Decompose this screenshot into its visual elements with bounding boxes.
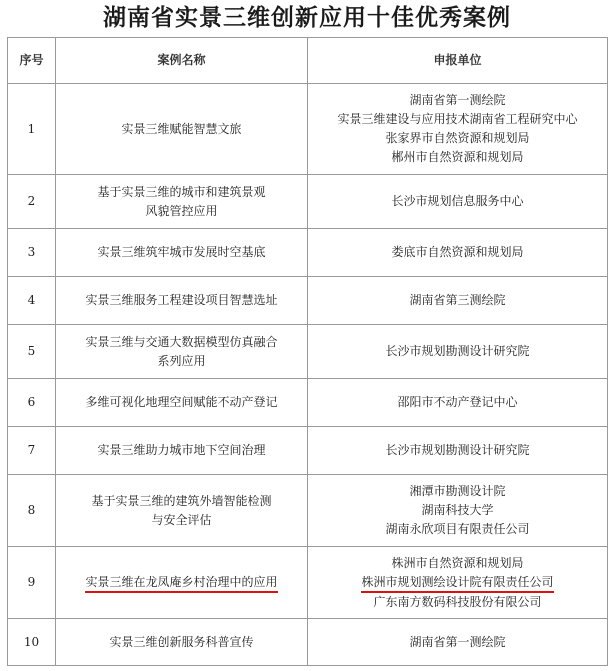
unit-line: 张家界市自然资源和规划局 [385, 131, 530, 145]
cell-unit [308, 547, 608, 619]
unit-line: 湖南省第一测绘院 [409, 634, 506, 649]
unit-line: 长沙市规划勘测设计研究院 [385, 443, 530, 457]
cell-num: 9 [8, 547, 56, 619]
unit-line: 湘潭市勘测设计院 [409, 484, 506, 498]
case-name-line: 实景三维筑牢城市发展时空基底 [97, 245, 266, 259]
case-name-line: 实景三维与交通大数据模型仿真融合 [85, 334, 278, 349]
cell-num: 6 [8, 379, 56, 427]
cell-case-name [56, 475, 308, 547]
cell-num: 3 [8, 229, 56, 277]
cell-case-name [56, 547, 308, 619]
table-row [8, 427, 608, 475]
case-name-line: 风貌管控应用 [145, 203, 218, 218]
table-row [8, 175, 608, 229]
cell-unit [308, 277, 608, 325]
cell-case-name [56, 379, 308, 427]
cell-num: 4 [8, 277, 56, 325]
table-row-highlighted [8, 547, 608, 619]
cell-num: 1 [8, 84, 56, 175]
unit-line: 实景三维建设与应用技术湖南省工程研究中心 [337, 112, 578, 126]
cell-case-name [56, 619, 308, 666]
table-row [8, 379, 608, 427]
case-name-line: 与安全评估 [151, 512, 212, 527]
table-row [8, 277, 608, 325]
cell-unit [308, 619, 608, 666]
cell-num: 10 [8, 619, 56, 666]
document-title: 湖南省实景三维创新应用十佳优秀案例 [103, 5, 511, 31]
case-name-line: 实景三维服务工程建设项目智慧选址 [85, 293, 278, 307]
unit-line: 郴州市自然资源和规划局 [391, 150, 524, 164]
table-row [8, 325, 608, 379]
cell-unit [308, 379, 608, 427]
cell-unit [308, 229, 608, 277]
case-name-line: 实景三维创新服务科普宣传 [109, 634, 254, 649]
unit-line: 广东南方数码科技股份有限公司 [373, 594, 542, 609]
case-name-line: 多维可视化地理空间赋能不动产登记 [85, 395, 278, 409]
unit-line: 娄底市自然资源和规划局 [391, 245, 524, 259]
cell-num: 8 [8, 475, 56, 547]
table-row [8, 619, 608, 666]
cell-unit [308, 84, 608, 175]
cell-num: 7 [8, 427, 56, 475]
case-name-line: 系列应用 [157, 353, 206, 368]
case-name-line-underlined: 实景三维在龙凤庵乡村治理中的应用 [85, 574, 277, 593]
cell-case-name [56, 277, 308, 325]
cell-unit [308, 427, 608, 475]
cell-unit [308, 325, 608, 379]
cell-case-name [56, 427, 308, 475]
case-name-line: 基于实景三维的建筑外墙智能检测 [91, 493, 272, 508]
cell-num: 5 [8, 325, 56, 379]
cell-case-name [56, 325, 308, 379]
table-row [8, 84, 608, 175]
header-num: 序号 [8, 38, 56, 84]
header-unit: 申报单位 [308, 38, 608, 84]
case-name-line: 实景三维赋能智慧文旅 [121, 121, 242, 136]
unit-line: 株洲市自然资源和规划局 [391, 555, 524, 570]
cell-case-name [56, 84, 308, 175]
unit-line: 长沙市规划信息服务中心 [391, 194, 524, 208]
cell-num: 2 [8, 175, 56, 229]
table-row [8, 229, 608, 277]
unit-line: 湖南省第三测绘院 [409, 293, 506, 307]
cell-unit [308, 475, 608, 547]
unit-line: 长沙市规划勘测设计研究院 [385, 344, 530, 358]
cell-case-name [56, 175, 308, 229]
unit-line: 湖南永欣项目有限责任公司 [385, 522, 530, 536]
cell-unit [308, 175, 608, 229]
table-row [8, 475, 608, 547]
cell-case-name [56, 229, 308, 277]
table-header-row [8, 38, 608, 84]
unit-line: 湖南科技大学 [421, 503, 494, 517]
unit-line: 湖南省第一测绘院 [409, 93, 506, 107]
case-name-line: 基于实景三维的城市和建筑景观 [97, 184, 266, 199]
cases-table [7, 37, 608, 666]
header-case-name: 案例名称 [56, 38, 308, 84]
case-name-line: 实景三维助力城市地下空间治理 [97, 443, 266, 457]
unit-line: 邵阳市不动产登记中心 [397, 395, 518, 409]
unit-line-underlined: 株洲市规划测绘设计院有限责任公司 [361, 574, 553, 593]
